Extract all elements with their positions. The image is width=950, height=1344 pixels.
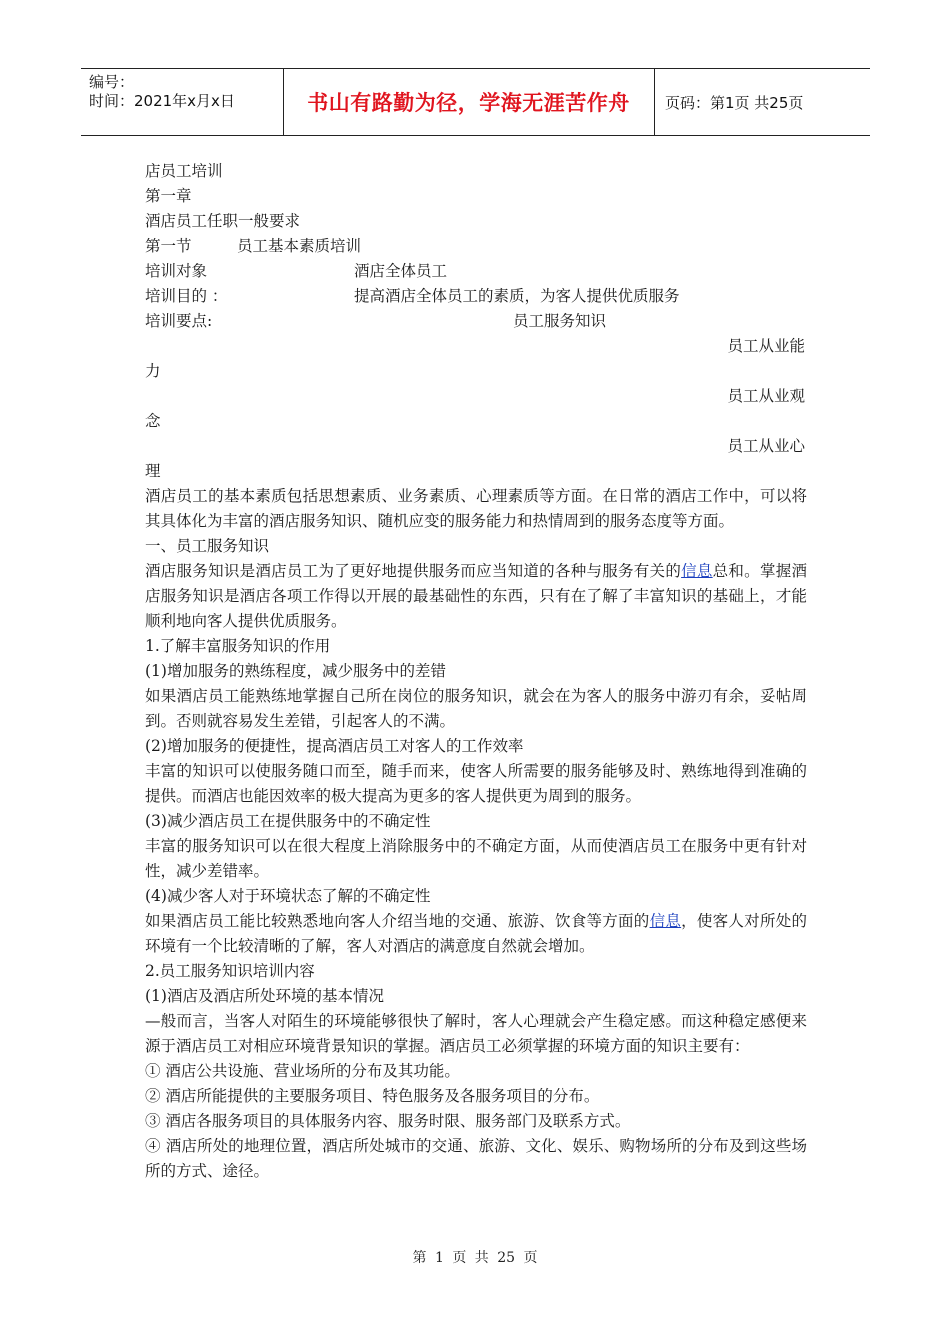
paragraph: [145, 559, 807, 634]
training-target-label: 培训对象: [145, 262, 208, 280]
footer-word: 页: [452, 1250, 467, 1266]
info-link[interactable]: 信息: [649, 912, 682, 930]
training-point: 员工从业能: [727, 337, 805, 355]
text-run: ，使客人对所处的环境有一个比较清晰的了解，客人对酒店的满意度自然就会增加。: [145, 912, 807, 955]
subheading-item: (1)酒店及酒店所处环境的基本情况: [145, 987, 384, 1005]
subheading: 2.员工服务知识培训内容: [145, 962, 315, 980]
subheading-item: (2)增加服务的便捷性，提高酒店员工对客人的工作效率: [145, 737, 524, 755]
header-divider: [654, 69, 655, 135]
training-purpose-value: 提高酒店全体员工的素质，为客人提供优质服务: [354, 287, 680, 305]
training-point: 员工服务知识: [513, 312, 607, 330]
training-points-row: [145, 309, 807, 334]
chapter-title: 酒店员工任职一般要求: [145, 212, 301, 230]
section-number: 第一节: [145, 237, 192, 255]
list-item: ③ 酒店各服务项目的具体服务内容、服务时限、服务部门及联系方式。: [145, 1112, 631, 1130]
paragraph: 如果酒店员工能熟练地掌握自己所在岗位的服务知识，就会在为客人的服务中游刃有余，妥帖周到。否则就容易发生差错，引起客人的不满。: [145, 687, 807, 730]
section-title: 员工基本素质培训: [237, 237, 362, 255]
heading-service-knowledge: 一、员工服务知识: [145, 537, 270, 555]
training-point-wrap: 力: [145, 362, 161, 380]
section-heading: [145, 234, 807, 259]
page-footer: [0, 1247, 950, 1267]
header-meta: [89, 73, 235, 111]
list-item: ② 酒店所能提供的主要服务项目、特色服务及各服务项目的分布。: [145, 1087, 600, 1105]
page-info: 页码：第1页 共25页: [665, 93, 804, 112]
training-target-row: [145, 259, 807, 284]
training-point-line: [145, 334, 807, 359]
header-motto: 书山有路勤为径，学海无涯苦作舟: [307, 91, 630, 115]
subheading: 1.了解丰富服务知识的作用: [145, 637, 331, 655]
training-target-value: 酒店全体员工: [354, 262, 448, 280]
info-link[interactable]: 信息: [681, 562, 713, 580]
training-point-wrap: 念: [145, 412, 161, 430]
time-label: 时间：2021年x月x日: [89, 92, 235, 110]
paragraph: 丰富的服务知识可以在很大程度上消除服务中的不确定方面，从而使酒店员工在服务中更有针对性，减少差错率。: [145, 837, 807, 880]
training-point: 员工从业观: [727, 387, 805, 405]
footer-word: 页: [523, 1250, 538, 1266]
training-points-label: 培训要点:: [145, 312, 213, 330]
list-item: ① 酒店公共设施、营业场所的分布及其功能。: [145, 1062, 460, 1080]
text-run: 如果酒店员工能比较熟悉地向客人介绍当地的交通、旅游、饮食等方面的: [145, 912, 650, 930]
footer-page-number: 1: [434, 1250, 444, 1266]
document-body: [145, 159, 807, 1184]
subheading-item: (3)减少酒店员工在提供服务中的不确定性: [145, 812, 431, 830]
number-label: 编号：: [89, 73, 135, 91]
training-purpose-row: [145, 284, 807, 309]
training-point-line: [145, 384, 807, 409]
intro-paragraph: 酒店员工的基本素质包括思想素质、业务素质、心理素质等方面。在日常的酒店工作中，可以将其具体化为丰富的酒店服务知识、随机应变的服务能力和热情周到的服务态度等方面。: [145, 487, 807, 530]
document-header: [81, 68, 870, 136]
list-item: ④ 酒店所处的地理位置，酒店所处城市的交通、旅游、文化、娱乐、购物场所的分布及到这些场所的方式、途径。: [145, 1137, 807, 1180]
paragraph: —般而言，当客人对陌生的环境能够很快了解时，客人心理就会产生稳定感。而这种稳定感便来源于酒店员工对相应环境背景知识的掌握。酒店员工必须掌握的环境方面的知识主要有：: [145, 1012, 807, 1055]
subheading-item: (1)增加服务的熟练程度，减少服务中的差错: [145, 662, 446, 680]
footer-word: 第: [412, 1250, 427, 1266]
title-line: 店员工培训: [145, 162, 223, 180]
subheading-item: (4)减少客人对于环境状态了解的不确定性: [145, 887, 431, 905]
paragraph: 丰富的知识可以使服务随口而至，随手而来，使客人所需要的服务能够及时、熟练地得到准确的提供。而酒店也能因效率的极大提高为更多的客人提供更为周到的服务。: [145, 762, 807, 805]
footer-word: 共: [474, 1250, 489, 1266]
text-run: 总和。掌握酒店服务知识是酒店各项工作得以开展的最基础性的东西，只有在了解了丰富知识的基础上，才能顺利地向客人提供优质服务。: [145, 562, 807, 630]
training-point: 员工从业心: [727, 437, 805, 455]
text-run: 酒店服务知识是酒店员工为了更好地提供服务而应当知道的各种与服务有关的: [145, 562, 682, 580]
training-purpose-label: 培训目的 ：: [145, 287, 228, 305]
training-point-wrap: 理: [145, 462, 161, 480]
footer-total-pages: 25: [497, 1250, 516, 1266]
chapter-heading: 第一章: [145, 187, 192, 205]
paragraph: [145, 909, 807, 959]
training-point-line: [145, 434, 807, 459]
